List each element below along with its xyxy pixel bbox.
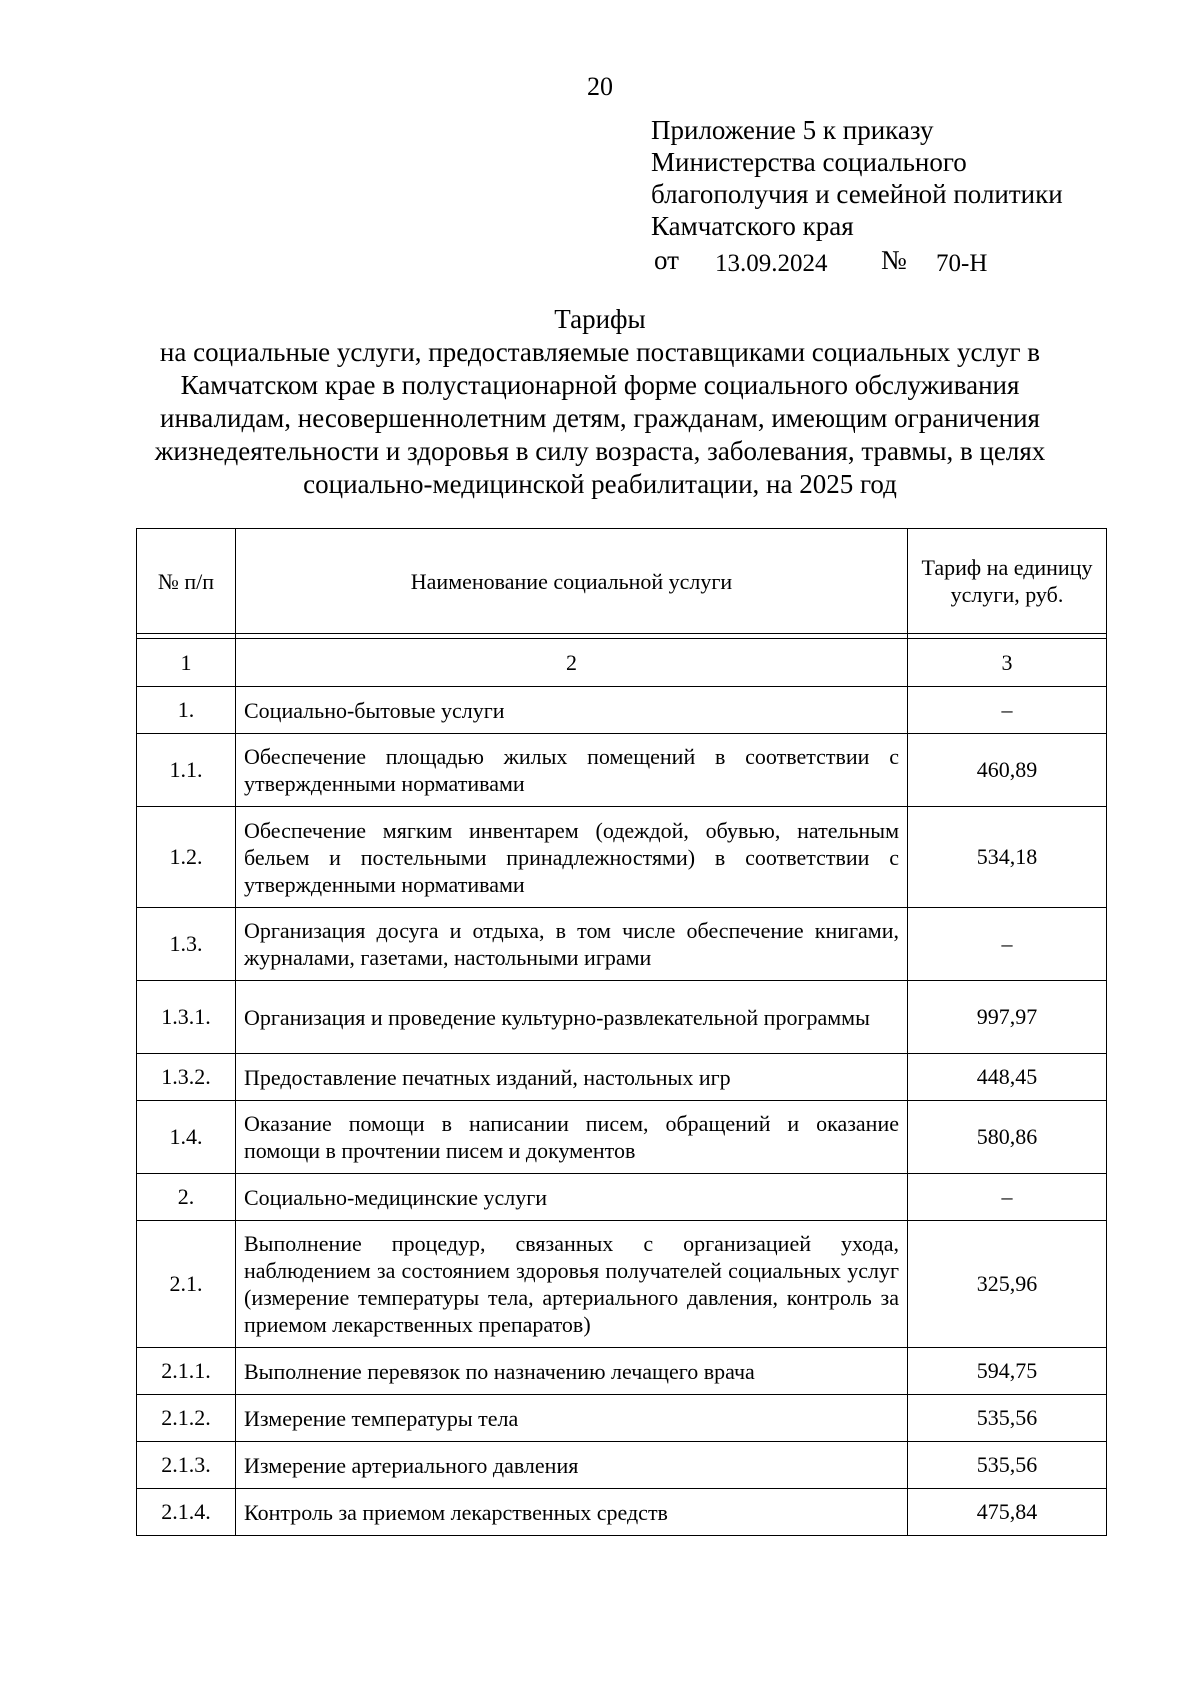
page-number: 20	[587, 72, 613, 101]
document-title: Тарифы	[554, 304, 646, 334]
service-name: Измерение температуры тела	[236, 1395, 908, 1442]
table-row	[137, 1101, 1107, 1174]
row-number: 2.1.2.	[137, 1395, 236, 1442]
tariff-value: –	[908, 908, 1107, 981]
row-number: 1.	[137, 687, 236, 734]
order-date-row	[651, 244, 1063, 278]
header-name: Наименование социальной услуги	[236, 529, 908, 634]
row-number: 2.	[137, 1174, 236, 1221]
table-row	[137, 1174, 1107, 1221]
tariff-value: 580,86	[908, 1101, 1107, 1174]
appendix-line: Приложение 5 к приказу	[651, 115, 934, 145]
tariff-value: 475,84	[908, 1489, 1107, 1536]
service-name: Организация досуга и отдыха, в том числе обеспечение книгами, журналами, газетами, настольными играми	[236, 908, 908, 981]
appendix-line: Камчатского края	[651, 211, 854, 241]
row-number: 1.3.	[137, 908, 236, 981]
table-row	[137, 1054, 1107, 1101]
table-row	[137, 687, 1107, 734]
tariff-value: 997,97	[908, 981, 1107, 1054]
table-row	[137, 734, 1107, 807]
tariff-value: 594,75	[908, 1348, 1107, 1395]
order-number: 70-Н	[936, 250, 988, 277]
column-number-row	[137, 639, 1107, 687]
service-name: Социально-бытовые услуги	[236, 687, 908, 734]
tariffs-table	[136, 528, 1107, 1536]
tariff-value: 535,56	[908, 1395, 1107, 1442]
table-row	[137, 1489, 1107, 1536]
service-name: Измерение артериального давления	[236, 1442, 908, 1489]
row-number: 1.1.	[137, 734, 236, 807]
appendix-line: Министерства социального	[651, 147, 967, 177]
header-price: Тариф на единицу услуги, руб.	[908, 529, 1107, 634]
table-row	[137, 1221, 1107, 1348]
column-number: 3	[908, 639, 1107, 687]
header-num: № п/п	[137, 529, 236, 634]
service-name: Предоставление печатных изданий, настольных игр	[236, 1054, 908, 1101]
service-name: Выполнение перевязок по назначению лечащего врача	[236, 1348, 908, 1395]
service-name: Организация и проведение культурно-развлекательной программы	[236, 981, 908, 1054]
tariff-value: 460,89	[908, 734, 1107, 807]
service-name: Обеспечение мягким инвентарем (одеждой, обувью, нательным бельем и постельными принадлежностями) в соответствии с утвержденными нормативами	[236, 807, 908, 908]
document-title-block	[130, 303, 1070, 501]
number-sign: №	[881, 245, 907, 275]
column-number: 2	[236, 639, 908, 687]
service-name: Оказание помощи в написании писем, обращений и оказание помощи в прочтении писем и документов	[236, 1101, 908, 1174]
table-row	[137, 981, 1107, 1054]
row-number: 2.1.	[137, 1221, 236, 1348]
table-row	[137, 1348, 1107, 1395]
row-number: 1.4.	[137, 1101, 236, 1174]
row-number: 1.2.	[137, 807, 236, 908]
row-number: 1.3.1.	[137, 981, 236, 1054]
row-number: 2.1.1.	[137, 1348, 236, 1395]
row-number: 2.1.4.	[137, 1489, 236, 1536]
table-row	[137, 1395, 1107, 1442]
service-name: Выполнение процедур, связанных с организацией ухода, наблюдением за состоянием здоровья получателей социальных услуг (измерение температуры тела, артериального давления, контроль за приемом лекарственных препаратов)	[236, 1221, 908, 1348]
service-name: Контроль за приемом лекарственных средств	[236, 1489, 908, 1536]
table-row	[137, 908, 1107, 981]
table-row	[137, 1442, 1107, 1489]
row-number: 2.1.3.	[137, 1442, 236, 1489]
appendix-line: благополучия и семейной политики	[651, 179, 1063, 209]
row-number: 1.3.2.	[137, 1054, 236, 1101]
tariff-value: 448,45	[908, 1054, 1107, 1101]
appendix-block	[651, 114, 1063, 278]
date-prefix: от	[654, 245, 679, 275]
tariff-value: 535,56	[908, 1442, 1107, 1489]
table-header-row	[137, 529, 1107, 634]
tariff-value: 325,96	[908, 1221, 1107, 1348]
service-name: Социально-медицинские услуги	[236, 1174, 908, 1221]
tariff-value: –	[908, 687, 1107, 734]
column-number: 1	[137, 639, 236, 687]
service-name: Обеспечение площадью жилых помещений в соответствии с утвержденными нормативами	[236, 734, 908, 807]
tariff-value: –	[908, 1174, 1107, 1221]
tariff-value: 534,18	[908, 807, 1107, 908]
table-row	[137, 807, 1107, 908]
document-subtitle: на социальные услуги, предоставляемые поставщиками социальных услуг в Камчатском крае в полустационарной форме социального обслуживания инвалидам, несовершеннолетним детям, гражданам, имеющим ограничения жизнедеятельности и здоровья в силу возраста, заболевания, травмы, в целях социально-медицинской реабилитации, на 2025 год	[154, 337, 1046, 499]
order-date: 13.09.2024	[715, 250, 828, 277]
